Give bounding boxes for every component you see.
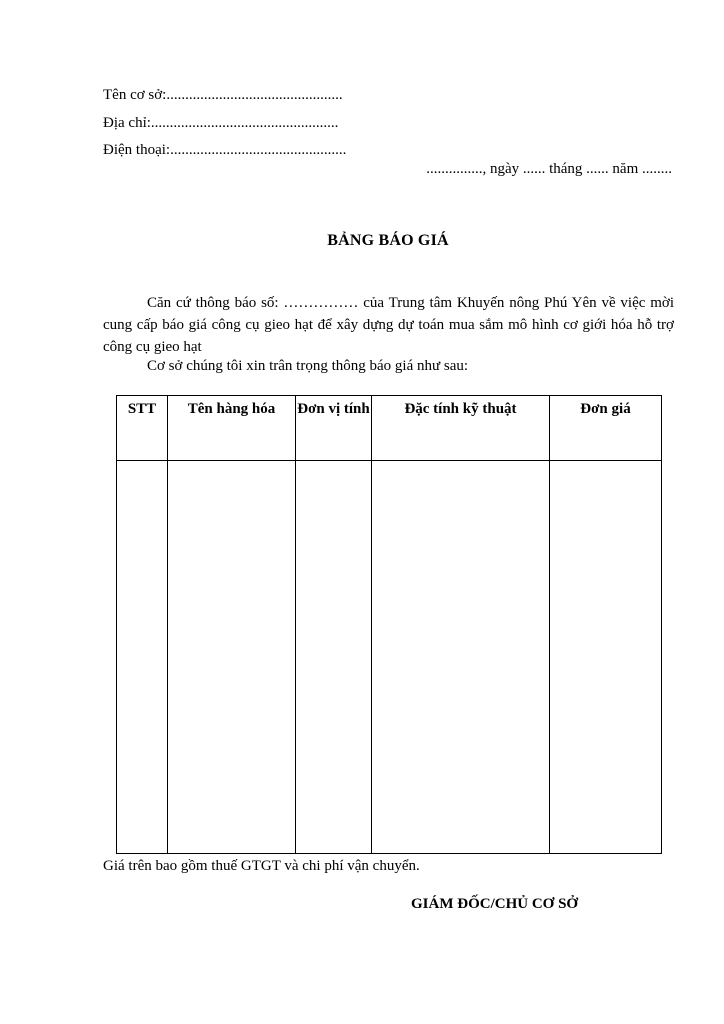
facility-name-line: Tên cơ sở:............................................... — [103, 87, 343, 103]
intro-paragraph: Căn cứ thông báo số: …………… của Trung tâm Khuyến nông Phú Yên về việc mời cung cấp báo giá công cụ gieo hạt để xây dựng dự toán mua sắm mô hình cơ giới hóa hỗ trợ công cụ gieo hạt — [103, 295, 674, 355]
table-row — [117, 461, 662, 854]
column-header-unit: Đơn vị tính — [296, 396, 372, 461]
column-header-specs: Đặc tính kỹ thuật — [372, 396, 550, 461]
table-cell-unit[interactable] — [296, 461, 372, 854]
table-header-row — [117, 396, 662, 461]
address-line: Địa chỉ:.................................................. — [103, 115, 339, 131]
table-cell-stt[interactable] — [117, 461, 168, 854]
table-cell-unit-price[interactable] — [550, 461, 662, 854]
date-line: ..............., ngày ...... tháng ...... năm ........ — [426, 161, 672, 177]
quote-table — [116, 395, 662, 854]
signature-title: GIÁM ĐỐC/CHỦ CƠ SỞ — [411, 896, 579, 912]
column-header-item-name: Tên hàng hóa — [168, 396, 296, 461]
price-note: Giá trên bao gồm thuế GTGT và chi phí vận chuyển. — [103, 858, 420, 874]
table-cell-specs[interactable] — [372, 461, 550, 854]
column-header-stt: STT — [117, 396, 168, 461]
intro-second-line: Cơ sở chúng tôi xin trân trọng thông báo giá như sau: — [147, 358, 469, 374]
column-header-unit-price: Đơn giá — [550, 396, 662, 461]
phone-line: Điện thoại:............................................... — [103, 142, 347, 158]
table-cell-item-name[interactable] — [168, 461, 296, 854]
document-title: BẢNG BÁO GIÁ — [327, 232, 449, 249]
